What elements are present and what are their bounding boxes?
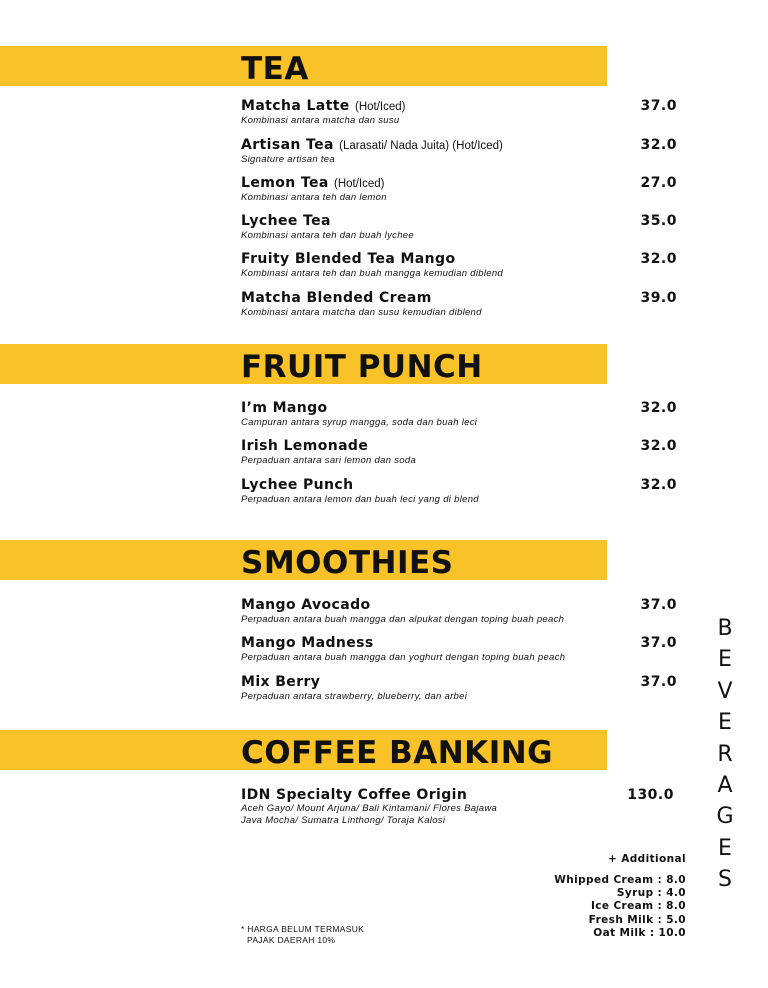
item-note: (Larasati/ Nada Juita) (Hot/Iced) [339,140,503,152]
additional-item: Oat Milk : 10.0 [593,926,686,939]
item-name: I’m Mango [241,400,328,416]
item-description: Perpaduan antara sari lemon dan soda [241,455,417,466]
coffee-origin-list-line1: Aceh Gayo/ Mount Arjuna/ Bali Kintamani/ Flores Bajawa [241,803,498,814]
menu-item-lychee-tea [241,213,677,247]
menu-item-lemon-tea [241,175,677,209]
item-price: 37.0 [640,635,677,651]
item-price: 32.0 [640,438,677,454]
side-letter: G [716,804,734,830]
side-letter: A [717,772,733,798]
side-letter: E [718,710,732,736]
side-letter: B [717,616,733,641]
menu-item-irish-lemonade [241,438,677,472]
smoothies-header-band [0,540,607,580]
item-name: Lychee Punch [241,477,354,493]
footnote-line1: * HARGA BELUM TERMASUK [241,924,365,934]
item-description: Kombinasi antara matcha dan susu kemudian diblend [241,307,482,318]
item-description: Kombinasi antara teh dan lemon [241,192,387,203]
side-letter: E [718,835,732,861]
item-name: IDN Specialty Coffee Origin [241,787,468,803]
item-price: 32.0 [640,477,677,493]
item-description: Campuran antara syrup mangga, soda dan buah leci [241,417,478,428]
smoothies-section-title: SMOOTHIES [241,545,454,581]
item-price: 35.0 [640,213,677,229]
additional-item: Syrup : 4.0 [616,887,686,900]
item-price: 39.0 [640,290,677,306]
item-description: Perpaduan antara buah mangga dan alpukat dengan toping buah peach [241,614,565,625]
tax-footnote [241,924,364,946]
item-description: Perpaduan antara buah mangga dan yoghurt dengan toping buah peach [241,652,566,663]
side-letter: R [717,741,733,767]
fruit-punch-header-band [0,344,607,384]
menu-item-fruity-blended-tea-mango [241,251,677,285]
item-price: 32.0 [640,137,677,153]
item-price: 32.0 [640,251,677,267]
coffee-banking-header-band [0,730,607,770]
menu-item-mango-madness [241,635,677,669]
item-name: Irish Lemonade [241,438,369,454]
item-price: 27.0 [640,175,677,191]
item-description: Kombinasi antara teh dan buah mangga kemudian diblend [241,268,504,279]
menu-item-matcha-blended-cream [241,290,677,324]
item-description: Perpaduan antara strawberry, blueberry, dan arbei [241,691,468,702]
additional-item: Whipped Cream : 8.0 [554,874,686,886]
menu-item-im-mango [241,400,677,434]
item-name: Mango Avocado [241,597,371,613]
item-description: Signature artisan tea [241,154,335,165]
item-description: Perpaduan antara lemon dan buah leci yang di blend [241,494,479,505]
item-price: 37.0 [640,674,677,690]
item-name: Fruity Blended Tea Mango [241,251,456,267]
tea-section-title: TEA [241,51,309,87]
item-name: Matcha Latte (Hot/Iced) [241,98,406,114]
item-note: (Hot/Iced) [355,101,406,113]
footnote-line2: PAJAK DAERAH 10% [247,935,336,945]
item-description: Kombinasi antara teh dan buah lychee [241,230,414,241]
item-description: Kombinasi antara matcha dan susu [241,115,400,126]
additional-item: Fresh Milk : 5.0 [588,913,686,926]
side-letter: S [718,867,732,893]
menu-item-mix-berry [241,674,677,708]
item-name: Mango Madness [241,635,374,651]
additional-item: Ice Cream : 8.0 [590,900,686,913]
item-name: Artisan Tea (Larasati/ Nada Juita) (Hot/Iced) [241,137,503,153]
menu-item-mango-avocado [241,597,677,631]
item-name: Matcha Blended Cream [241,290,432,306]
item-price: 37.0 [640,98,677,114]
side-letter: V [717,678,733,704]
coffee-banking-section-title: COFFEE BANKING [241,735,554,771]
menu-item-matcha-latte [241,98,677,132]
item-price: 37.0 [640,597,677,613]
additional-title: + Additional [607,853,686,865]
menu-item-artisan-tea [241,137,677,171]
coffee-origin-list-line2: Java Mocha/ Sumatra Linthong/ Toraja Kalosi [241,815,446,826]
item-price: 32.0 [640,400,677,416]
beverages-side-label [708,613,742,896]
item-note: (Hot/Iced) [333,178,385,190]
fruit-punch-section-title: FRUIT PUNCH [241,349,483,385]
item-price: 130.0 [627,787,674,803]
item-name: Lychee Tea [241,213,331,229]
side-letter: E [718,647,732,673]
item-name: Lemon Tea (Hot/Iced) [241,175,385,191]
tea-header-band [0,46,607,86]
additional-list [554,874,686,940]
item-name: Mix Berry [241,674,321,690]
menu-item-lychee-punch [241,477,677,511]
